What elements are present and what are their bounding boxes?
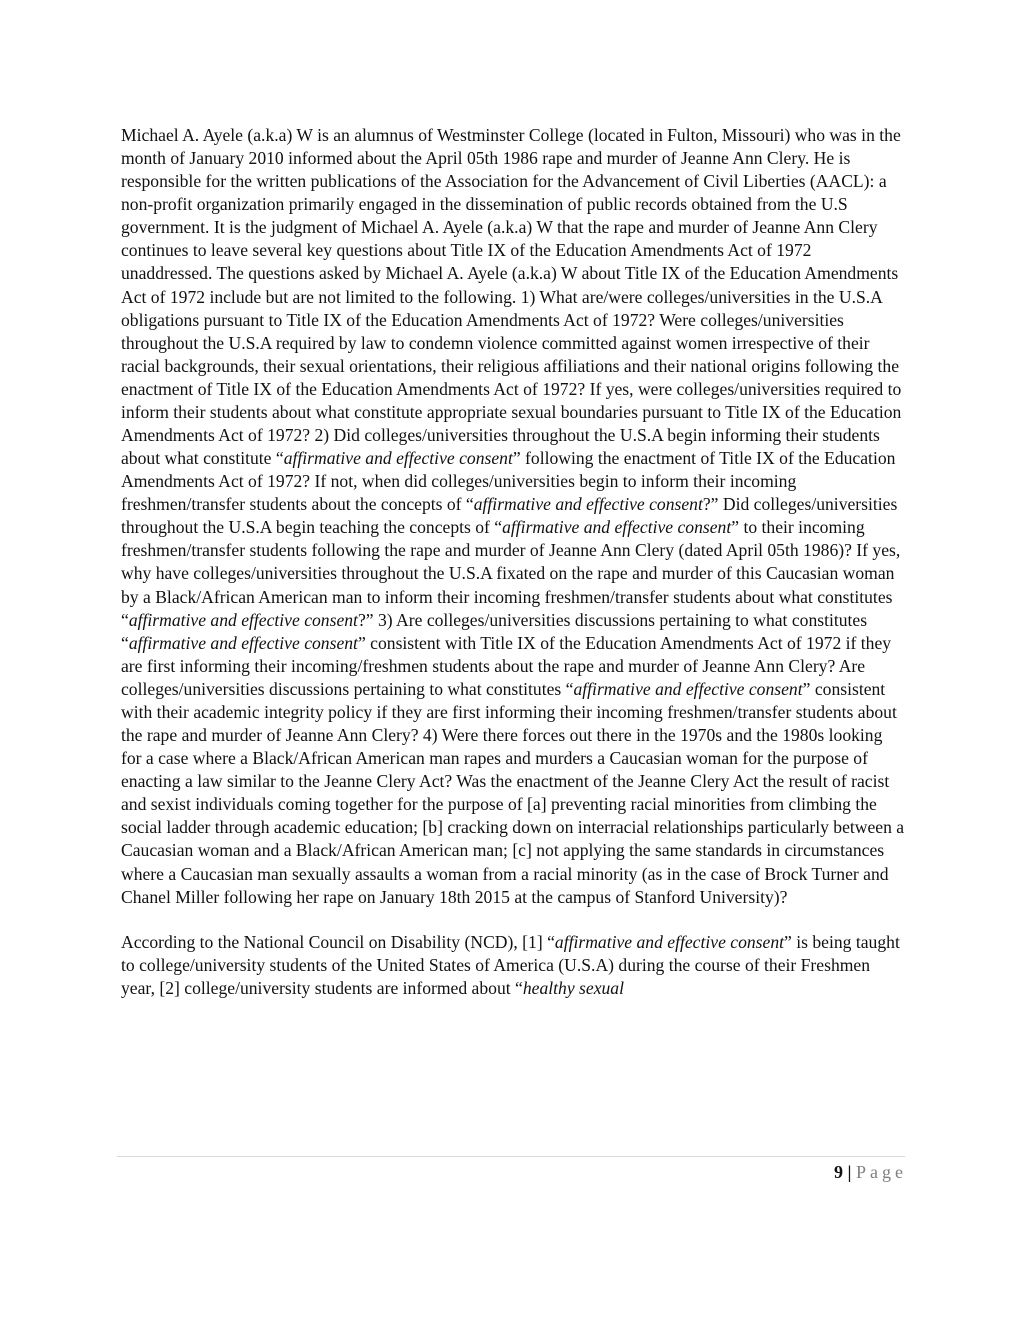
text-run: ?” Did colleges/universities throughout the U.S.A begin teaching the concepts of “: [121, 494, 898, 538]
italic-text-run: affirmative and effective consent: [502, 517, 732, 538]
text-run: According to the National Council on Disability (NCD), [1] “: [121, 931, 555, 952]
text-run: ” consistent with Title IX of the Education Amendments Act of 1972 if they are first informing their incoming/freshmen students about the rape and murder of Jeanne Ann Clery? Are colleges/universities discussions pertaining to what constitutes “: [121, 632, 892, 699]
text-run: ?” 3) Are colleges/universities discussions pertaining to what constitutes “: [121, 609, 868, 653]
paragraph-2: [121, 931, 905, 1000]
text-run: ” is being taught to college/university students of the United States of America (U.S.A) during the course of their Freshmen year, [2] college/university students are informed about “: [121, 931, 900, 998]
italic-text-run: affirmative and effective consent: [554, 931, 785, 952]
body-text: [121, 124, 905, 1000]
italic-text-run: affirmative and effective consent: [128, 609, 358, 630]
text-run: ” consistent with their academic integrity policy if they are first informing their incoming freshmen/transfer students about the rape and murder of Jeanne Ann Clery? 4) Were there forces out there in the 1970s and the 1980s looking for a case where a Black/African American man rapes and murders a Caucasian woman for the purpose of enacting a law similar to the Jeanne Clery Act? Was the enactment of the Jeanne Clery Act the result of racist and sexist individuals coming together for the purpose of [a] preventing racial minorities from climbing the social ladder through academic education; [b] cracking down on interracial relationships particularly between a Caucasian woman and a Black/African American man; [c] not applying the same standards in circumstances where a Caucasian man sexually assaults a woman from a racial minority (as in the case of Brock Turner and Chanel Miller following her rape on January 18th 2015 at the campus of Stanford University)?: [121, 678, 905, 907]
italic-text-run: affirmative and effective consent: [573, 678, 803, 699]
text-run: ” following the enactment of Title IX of the Education Amendments Act of 1972? If not, when did colleges/universities begin to inform their incoming freshmen/transfer students about the concepts of “: [121, 448, 896, 515]
italic-text-run: affirmative and effective consent: [283, 448, 513, 469]
italic-text-run: affirmative and effective consent: [128, 632, 358, 653]
text-run: ” to their incoming freshmen/transfer students following the rape and murder of Jeanne Ann Clery (dated April 05th 1986)? If yes, why have colleges/universities throughout the U.S.A fixated on the rape and murder of this Caucasian woman by a Black/African American man to inform their incoming freshmen/transfer students about what constitutes “: [121, 517, 901, 630]
footer-separator: |: [847, 1162, 852, 1182]
page-label: Page: [856, 1162, 907, 1182]
page-number: 9: [834, 1162, 844, 1182]
text-run: Michael A. Ayele (a.k.a) W is an alumnus of Westminster College (located in Fulton, Missouri) who was in the month of January 2010 informed about the April 05th 1986 rape and murder of Jeanne Ann Clery. He is responsible for the written publications of the Association for the Advancement of Civil Liberties (AACL): a non-profit organization primarily engaged in the dissemination of public records obtained from the U.S government. It is the judgment of Michael A. Ayele (a.k.a) W that the rape and murder of Jeanne Ann Clery continues to leave several key questions about Title IX of the Education Amendments Act of 1972 unaddressed. The questions asked by Michael A. Ayele (a.k.a) W about Title IX of the Education Amendments Act of 1972 include but are not limited to the following. 1) What are/were colleges/universities in the U.S.A obligations pursuant to Title IX of the Education Amendments Act of 1972? Were colleges/universities throughout the U.S.A required by law to condemn violence committed against women irrespective of their racial backgrounds, their sexual orientations, their religious affiliations and their national origins following the enactment of Title IX of the Education Amendments Act of 1972? If yes, were colleges/universities required to inform their students about what constitute appropriate sexual boundaries pursuant to Title IX of the Education Amendments Act of 1972? 2) Did colleges/universities throughout the U.S.A begin informing their students about what constitute “: [121, 125, 902, 469]
italic-text-run: healthy sexual: [522, 977, 624, 998]
italic-text-run: affirmative and effective consent: [473, 494, 703, 515]
page-footer: [834, 1160, 907, 1184]
paragraph-1: [121, 124, 905, 909]
footer-divider: [117, 1156, 905, 1157]
